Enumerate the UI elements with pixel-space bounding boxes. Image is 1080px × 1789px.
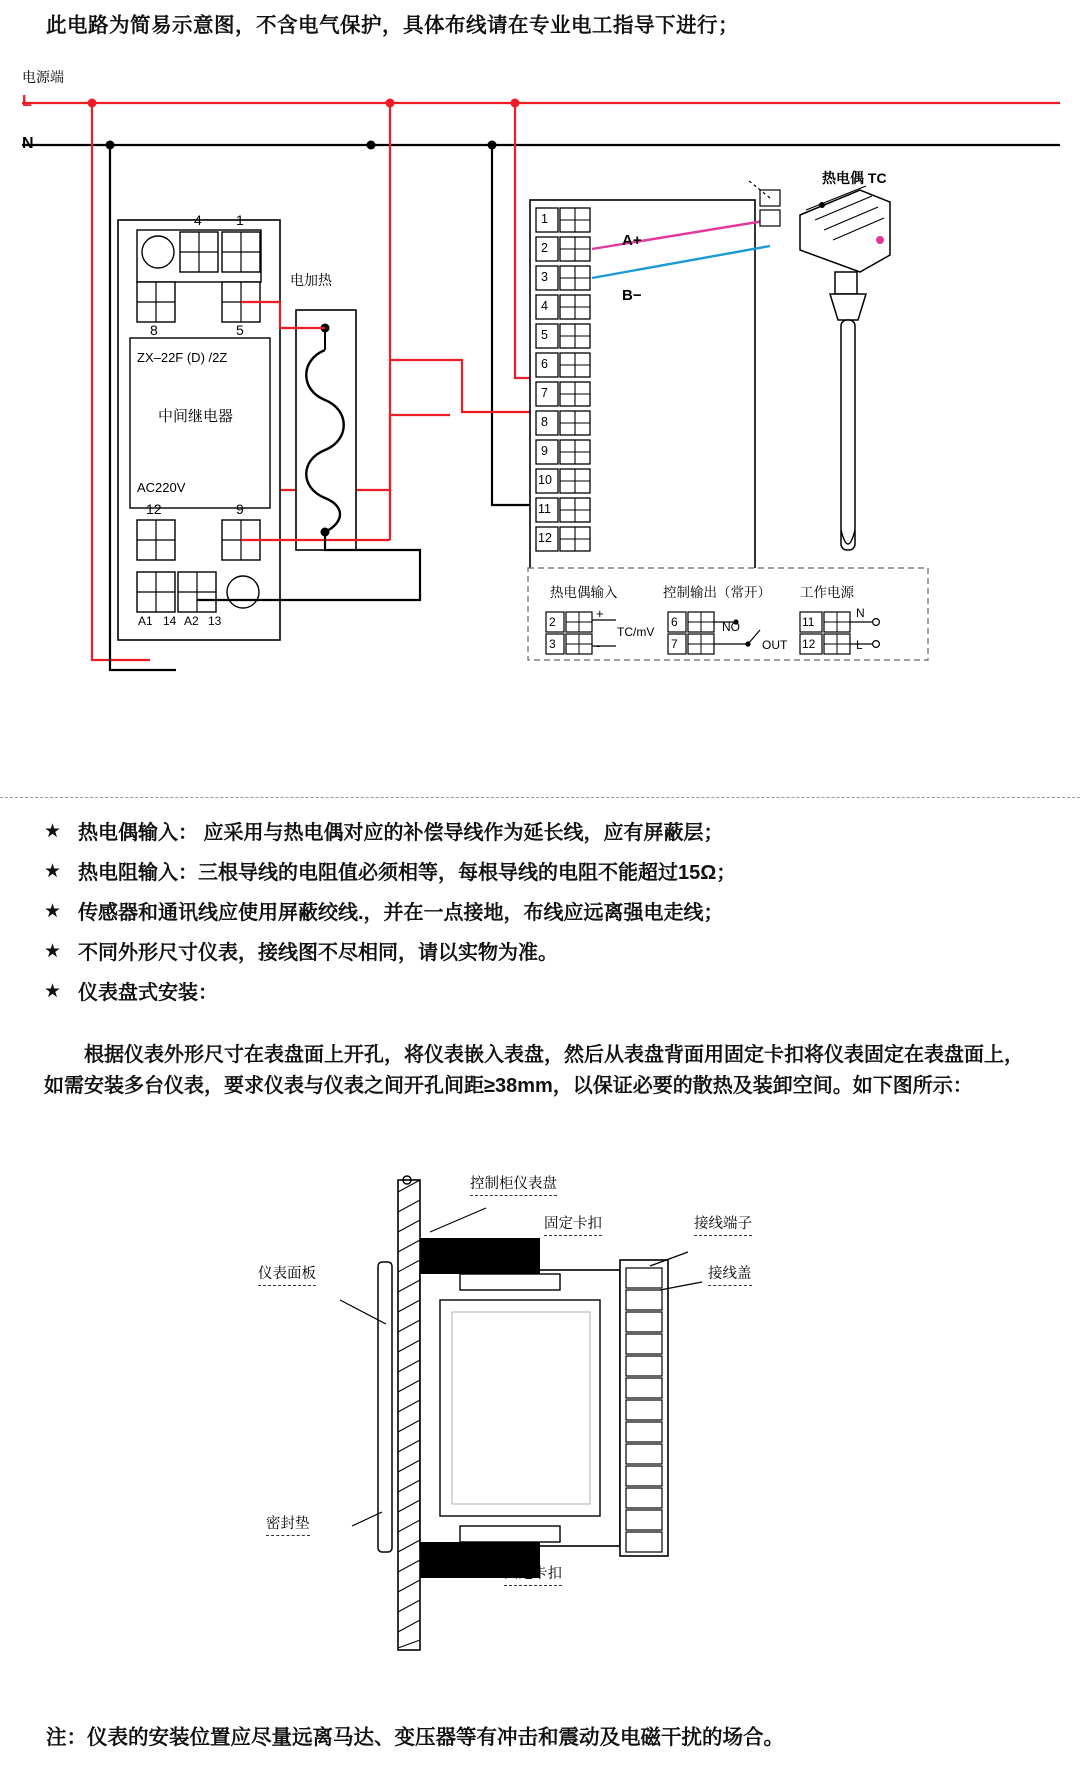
terminal-7: 7 [541, 386, 548, 400]
list-item [44, 820, 1044, 846]
front-panel-label: 仪表面板 [258, 1262, 316, 1286]
list-item-label: 不同外形尺寸仪表，接线图不尽相同，请以实物为准。 [78, 942, 558, 964]
legend-tc-plus: + [596, 606, 604, 621]
list-item [44, 900, 1044, 926]
list-item-label: 仪表盘式安装： [78, 982, 218, 1004]
list-item [44, 980, 1044, 1006]
legend-power-l: L [856, 638, 863, 652]
terminal-5: 5 [541, 328, 548, 342]
relay-voltage: AC220V [137, 480, 186, 495]
relay-pin-8: 8 [150, 322, 158, 338]
legend-power-terminal-11: 11 [802, 615, 815, 629]
list-item [44, 860, 1044, 886]
list-item-label: 热电阻输入：三根导线的电阻值必须相等，每根导线的电阻不能超过15Ω； [78, 862, 737, 884]
terminal-2: 2 [541, 241, 548, 255]
relay-model: ZX–22F (D) /2Z [137, 350, 228, 365]
line-l-label: L [22, 93, 32, 110]
legend-ctrl-terminal-7: 7 [671, 637, 678, 651]
signal-b-label: B− [622, 287, 642, 304]
relay-pin-a2: A2 [184, 614, 199, 628]
clip-bottom-label: 固定卡扣 [504, 1562, 562, 1586]
terminal-11: 11 [538, 502, 551, 516]
line-n-label: N [22, 135, 34, 152]
legend-ctrl-out: OUT [762, 638, 788, 652]
legend-ctrl-no: NO [722, 620, 740, 634]
heater-label: 电加热 [290, 272, 332, 288]
star-icon: ★ [44, 981, 62, 1002]
signal-a-label: A+ [622, 232, 642, 249]
legend-power-title: 工作电源 [800, 585, 854, 600]
relay-pin-14: 14 [163, 614, 177, 628]
thermocouple-label: 热电偶 TC [822, 170, 887, 186]
legend-tc-minus: - [596, 638, 601, 653]
wiring-diagram [0, 60, 1080, 700]
relay-pin-a1: A1 [138, 614, 153, 628]
section-divider [0, 797, 1080, 798]
legend-tc-terminal-3: 3 [549, 637, 556, 651]
relay-pin-13: 13 [208, 614, 222, 628]
terminal-10: 10 [538, 473, 552, 487]
wiring-cover-label: 接线盖 [708, 1262, 752, 1286]
relay-pin-5: 5 [236, 322, 244, 338]
relay-pin-1: 1 [236, 212, 244, 228]
notes-list [44, 820, 1044, 1020]
terminal-12: 12 [538, 531, 552, 545]
terminal-6: 6 [541, 357, 548, 371]
relay-name: 中间继电器 [158, 408, 234, 425]
terminal-9: 9 [541, 444, 548, 458]
list-item [44, 940, 1044, 966]
legend-ctrl-out-title: 控制输出（常开） [663, 585, 771, 600]
star-icon: ★ [44, 901, 62, 922]
legend-tc-unit: TC/mV [617, 625, 655, 639]
footer-note: 注：仪表的安装位置应尽量远离马达、变压器等有冲击和震动及电磁干扰的场合。 [46, 1726, 784, 1749]
star-icon: ★ [44, 861, 62, 882]
list-item-label: 传感器和通讯线应使用屏蔽绞线.，并在一点接地，布线应远离强电走线； [78, 902, 724, 924]
panel-mount-diagram [0, 1140, 1080, 1700]
terminal-4: 4 [541, 299, 548, 313]
wiring-diagram-svg [0, 60, 1080, 710]
gasket-label: 密封垫 [266, 1512, 310, 1536]
relay-pin-12: 12 [146, 501, 162, 517]
power-source-label: 电源端 [22, 69, 64, 85]
legend-tc-input-title: 热电偶输入 [550, 585, 618, 600]
relay-pin-4: 4 [194, 212, 202, 228]
clip-top-label: 固定卡扣 [544, 1212, 602, 1236]
relay-pin-9: 9 [236, 501, 244, 517]
cabinet-panel-label: 控制柜仪表盘 [470, 1172, 557, 1196]
legend-tc-terminal-2: 2 [549, 615, 556, 629]
star-icon: ★ [44, 941, 62, 962]
terminal-1: 1 [541, 212, 548, 226]
legend-power-terminal-12: 12 [802, 637, 816, 651]
installation-paragraph: 根据仪表外形尺寸在表盘面上开孔，将仪表嵌入表盘，然后从表盘背面用固定卡扣将仪表固定在表盘面上，如需安装多台仪表，要求仪表与仪表之间开孔间距≥38mm，以保证必要的散热及装卸空间。如下图所示： [44, 1044, 1024, 1097]
terminals-label: 接线端子 [694, 1212, 752, 1236]
terminal-3: 3 [541, 270, 548, 284]
legend-ctrl-terminal-6: 6 [671, 615, 678, 629]
legend-power-n: N [856, 606, 865, 620]
panel-mount-svg [0, 1140, 1080, 1700]
star-icon: ★ [44, 821, 62, 842]
list-item-label: 热电偶输入： 应采用与热电偶对应的补偿导线作为延长线，应有屏蔽层； [78, 822, 724, 844]
header-note: 此电路为简易示意图，不含电气保护，具体布线请在专业电工指导下进行； [46, 14, 739, 37]
terminal-8: 8 [541, 415, 548, 429]
